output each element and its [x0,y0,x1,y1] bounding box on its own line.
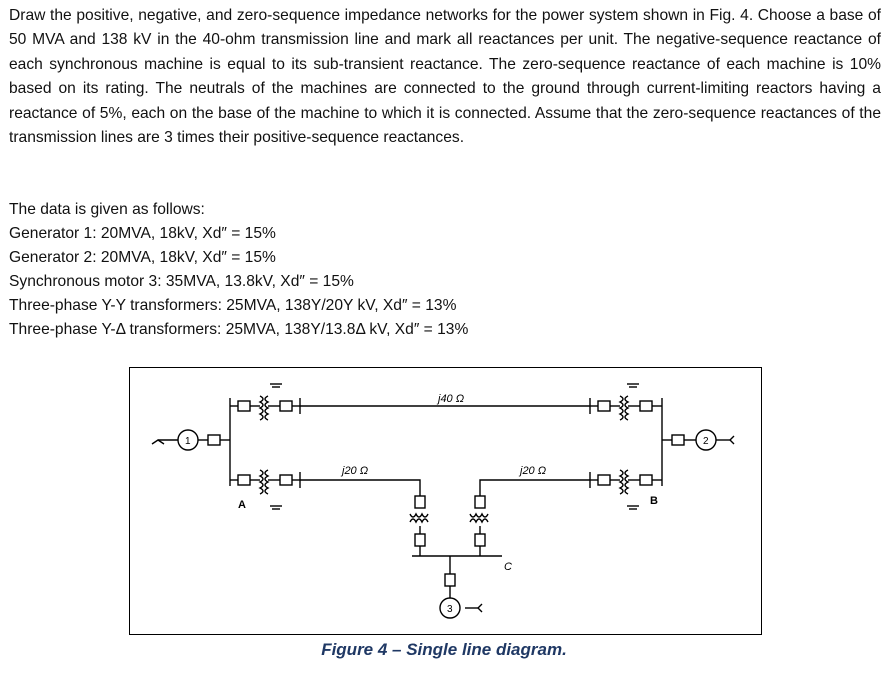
label-j20-left: j20 Ω [342,465,369,477]
label-motor3: 3 [447,604,453,615]
label-gen2: 2 [703,436,709,447]
data-line-motor3: Synchronous motor 3: 35MVA, 13.8kV, Xd″ = 15% [9,273,354,290]
generator-1 [152,430,230,450]
label-j20-right: j20 Ω [520,465,547,477]
data-section [9,198,468,342]
label-bus-a: A [238,499,246,511]
label-bus-c: C [504,561,512,573]
single-line-diagram [129,367,762,635]
label-j40: j40 Ω [438,393,465,405]
figure-caption: Figure 4 – Single line diagram. [321,640,567,659]
data-intro: The data is given as follows: [9,201,205,218]
transformer-yy-top-right [590,396,662,420]
data-line-yy-transformer: Three-phase Y-Y transformers: 25MVA, 138Y/20Y kV, Xd″ = 13% [9,297,457,314]
data-line-gen1: Generator 1: 20MVA, 18kV, Xd″ = 15% [9,225,276,242]
data-line-gen2: Generator 2: 20MVA, 18kV, Xd″ = 15% [9,249,276,266]
label-gen1: 1 [185,436,191,447]
transformer-yd-right [470,496,488,556]
generator-2 [662,430,734,450]
transformer-yy-bottom-left [230,470,300,494]
transformer-yy-top-left [230,396,300,420]
data-line-yd-transformer: Three-phase Y-Δ transformers: 25MVA, 138Y/13.8Δ kV, Xd″ = 13% [9,321,469,338]
transformer-yd-left [410,496,428,556]
problem-statement [9,4,881,150]
diagram-svg [130,368,761,634]
transformer-yy-bottom-right [590,470,662,494]
line-left-j20 [300,480,420,496]
problem-text: Draw the positive, negative, and zero-sequence impedance networks for the power system shown in Fig. 4. Choose a base of 50 MVA and 138 kV in the 40-ohm transmission line and mark all reactances per unit. The negative-sequence reactance of each synchronous machine is equal to its sub-transient reactance. The zero-sequence reactance of each machine is 10% based on its rating. The neutrals of the machines are connected to the ground through current-limiting reactors having a reactance of 5%, each on the base of the machine to which it is connected. Assume that the zero-sequence reactances of the transmission lines are 3 times their positive-sequence reactances. [9,7,881,147]
line-right-j20 [480,480,590,496]
label-bus-b: B [650,495,658,507]
